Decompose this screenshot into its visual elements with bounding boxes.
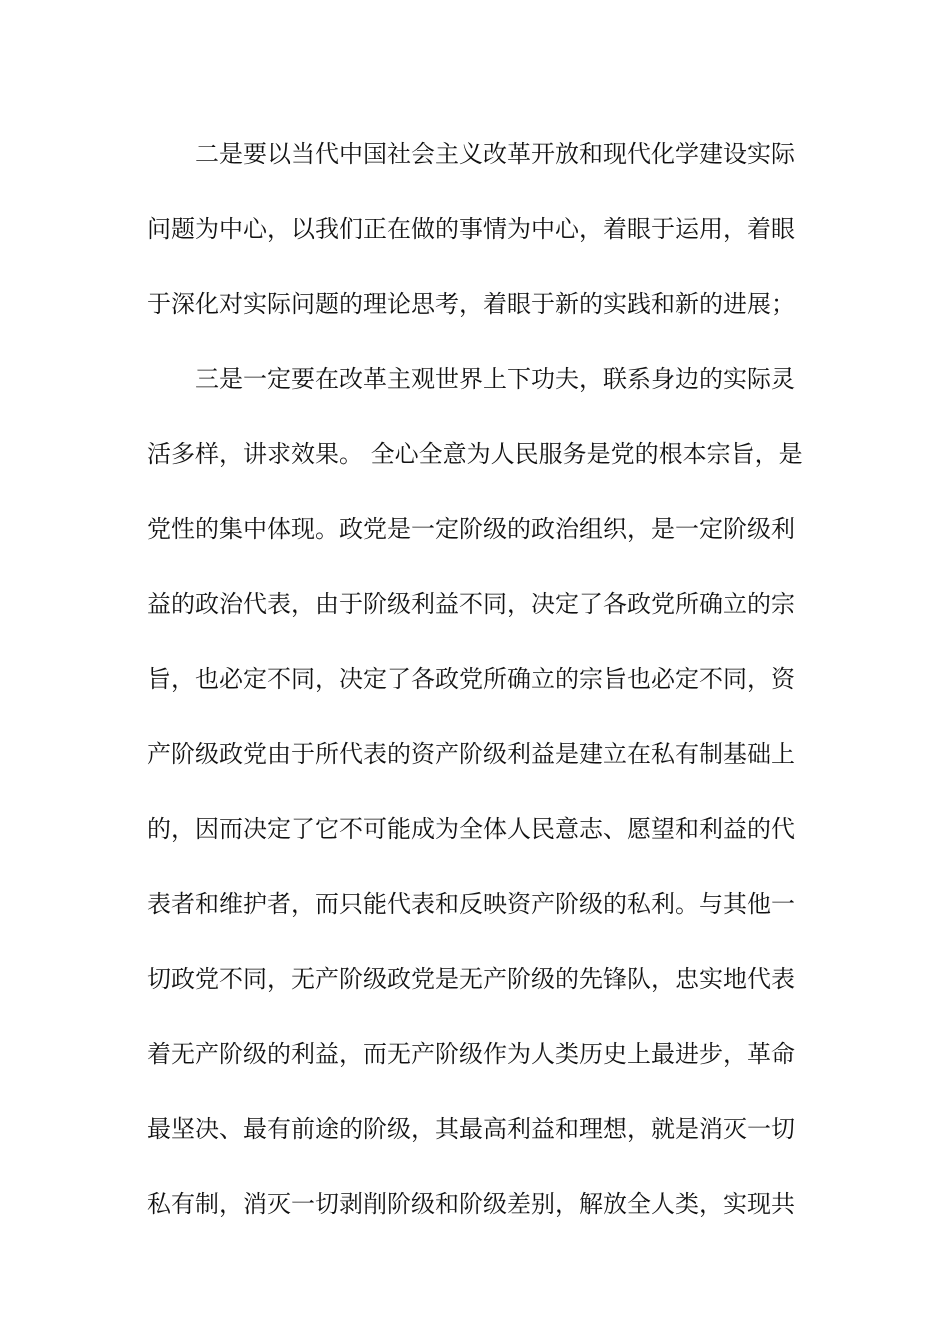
paragraph-line: 二是要以当代中国社会主义改革开放和现代化学建设实际 xyxy=(195,140,795,168)
paragraph-line: 着无产阶级的利益，而无产阶级作为人类历史上最进步，革命 xyxy=(147,1040,795,1068)
paragraph-line: 益的政治代表，由于阶级利益不同，决定了各政党所确立的宗 xyxy=(147,590,795,618)
paragraph-line: 的，因而决定了它不可能成为全体人民意志、愿望和利益的代 xyxy=(147,815,795,843)
paragraph-line: 问题为中心，以我们正在做的事情为中心，着眼于运用，着眼 xyxy=(147,215,795,243)
body-text xyxy=(147,131,807,1256)
paragraph-line: 切政党不同，无产阶级政党是无产阶级的先锋队，忠实地代表 xyxy=(147,965,795,993)
paragraph-line: 最坚决、最有前途的阶级，其最高利益和理想，就是消灭一切 xyxy=(147,1115,795,1143)
paragraph-line: 三是一定要在改革主观世界上下功夫，联系身边的实际灵 xyxy=(195,365,795,393)
paragraph-line: 党性的集中体现。政党是一定阶级的政治组织，是一定阶级利 xyxy=(147,515,795,543)
paragraph-line: 活多样，讲求效果。 全心全意为人民服务是党的根本宗旨，是 xyxy=(147,440,803,468)
paragraph-line: 表者和维护者，而只能代表和反映资产阶级的私利。与其他一 xyxy=(147,890,795,918)
paragraph-line: 于深化对实际问题的理论思考，着眼于新的实践和新的进展； xyxy=(147,290,795,318)
paragraph-line: 私有制，消灭一切剥削阶级和阶级差别，解放全人类，实现共 xyxy=(147,1190,795,1218)
paragraph-line: 旨，也必定不同，决定了各政党所确立的宗旨也必定不同，资 xyxy=(147,665,795,693)
paragraph-line: 产阶级政党由于所代表的资产阶级利益是建立在私有制基础上 xyxy=(147,740,795,768)
